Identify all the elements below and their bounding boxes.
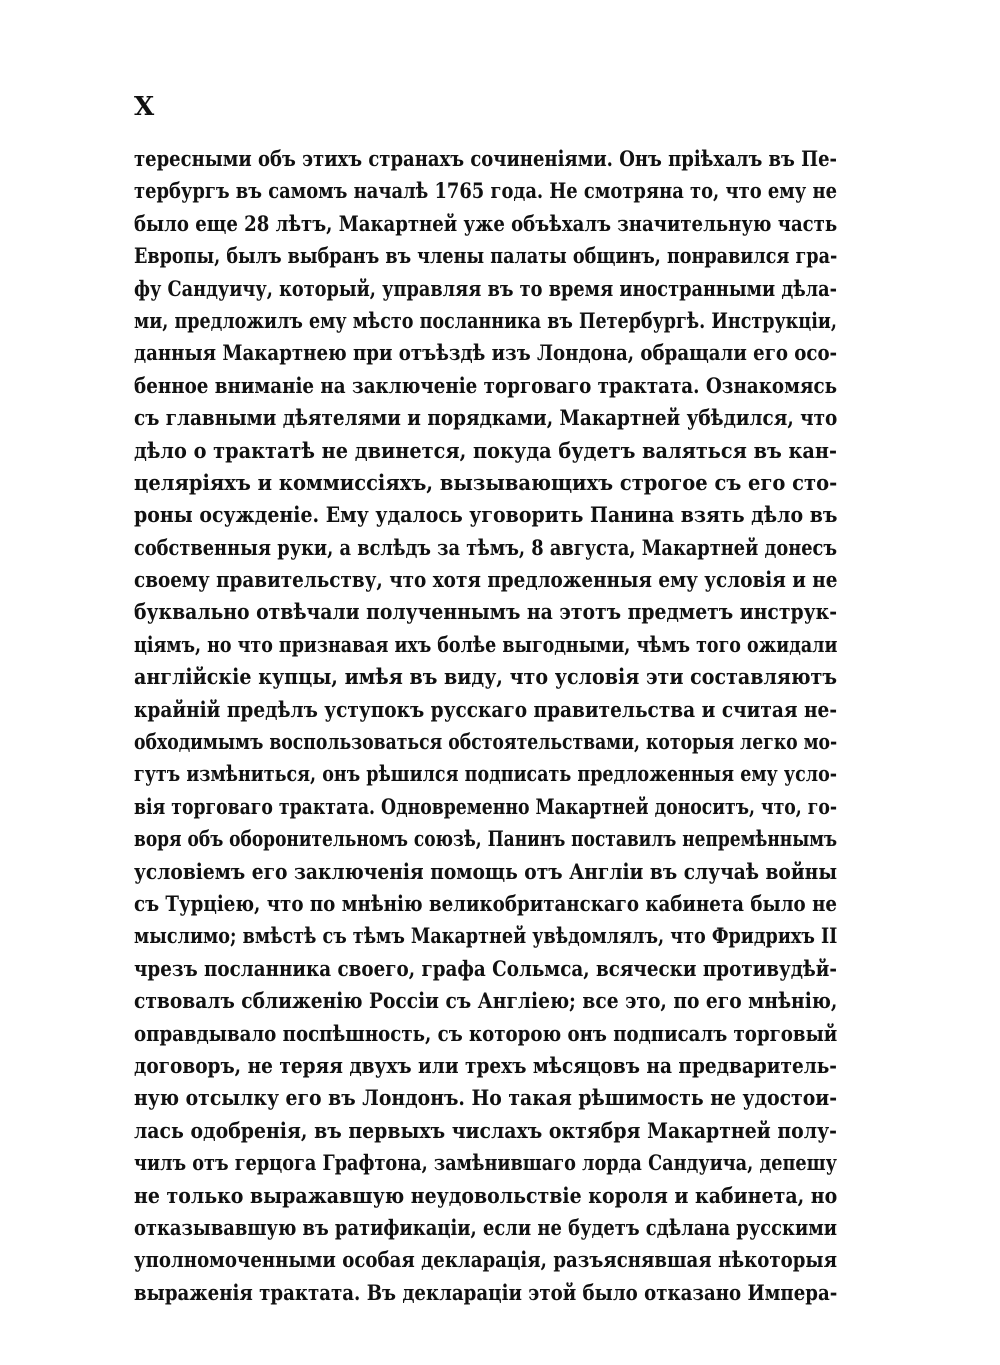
text-line: отказывавшую въ ратификаціи, если не будетъ сдѣлана русскими: [134, 1215, 838, 1241]
text-line: обходимымъ воспользоваться обстоятельствами, которыя легко мо-: [134, 730, 838, 756]
text-line: собственныя руки, а вслѣдъ за тѣмъ, 8 августа, Макартней донесъ: [134, 535, 837, 561]
text-line: чрезъ посланника своего, графа Сольмса, всячески противудѣй-: [134, 956, 837, 982]
text-line: тербургъ въ самомъ началѣ 1765 года. Не смотряна то, что ему не: [134, 179, 837, 205]
text-line: дѣло о трактатѣ не двинется, покуда будетъ валяться въ кан-: [134, 438, 837, 464]
text-line: съ главными дѣятелями и порядками, Макартней убѣдился, что: [134, 406, 838, 432]
text-line: буквально отвѣчали полученнымъ на этотъ предметъ инструк-: [134, 600, 837, 626]
text-line: тересными объ этихъ странахъ сочиненіями. Онъ пріѣхалъ въ Пе-: [134, 147, 837, 172]
text-line: фу Сандуичу, который, управляя въ то время иностранными дѣла-: [134, 276, 837, 302]
text-line: воря объ оборонительномъ союзѣ, Панинъ поставилъ непремѣннымъ: [134, 827, 838, 853]
text-line: Европы, былъ выбранъ въ члены палаты общинъ, понравился гра-: [134, 244, 838, 270]
text-line: выраженія трактата. Въ деклараціи этой было отказано Импера-: [134, 1280, 838, 1306]
text-line: вія торговаго трактата. Одновременно Макартней доноситъ, что, го-: [134, 794, 838, 820]
text-line: уполномоченными особая декларація, разъяснявшая нѣкоторыя: [134, 1248, 837, 1274]
text-line: не только выражавшую неудовольствіе короля и кабинета, но: [134, 1183, 838, 1209]
page-number: X: [134, 92, 156, 122]
text-line: чилъ отъ герцога Графтона, замѣнившаго лорда Сандуича, депешу: [134, 1151, 837, 1177]
text-line: ціямъ, но что признавая ихъ болѣе выгодными, чѣмъ того ожидали: [134, 632, 838, 658]
text-line: данныя Макартнею при отъѣздѣ изъ Лондона, обращали его осо-: [134, 341, 838, 367]
text-line: лась одобренія, въ первыхъ числахъ октября Макартней полу-: [134, 1118, 837, 1144]
text-line: крайній предѣлъ уступокъ русскаго правительства и считая не-: [134, 697, 838, 723]
text-line: англійскіе купцы, имѣя въ виду, что условія эти составляютъ: [134, 665, 837, 691]
text-line: ми, предложилъ ему мѣсто посланника въ Петербургѣ. Инструкціи,: [134, 308, 837, 334]
text-line: роны осужденіе. Ему удалось уговорить Панина взять дѣло въ: [134, 503, 838, 529]
text-line: мыслимо; вмѣстѣ съ тѣмъ Макартней увѣдомлялъ, что Фридрихъ II: [134, 924, 838, 950]
text-line: ствовалъ сближенію Россіи съ Англіею; все это, по его мнѣнію,: [134, 989, 838, 1015]
text-line: гутъ измѣниться, онъ рѣшился подписать предложенныя ему усло-: [134, 762, 837, 788]
text-line: съ Турціею, что по мнѣнію великобританскаго кабинета было не: [134, 891, 837, 917]
text-line: было еще 28 лѣтъ, Макартней уже объѣхалъ значительную часть: [134, 211, 838, 237]
text-line: ную отсылку его въ Лондонъ. Но такая рѣшимость не удостои-: [134, 1086, 837, 1112]
text-line: своему правительству, что хотя предложенныя ему условія и не: [134, 568, 838, 594]
body-text: [134, 144, 837, 1310]
text-line: оправдывало поспѣшность, съ которою онъ подписалъ торговый: [134, 1021, 838, 1047]
text-line: целяріяхъ и коммиссіяхъ, вызывающихъ строгое съ его сто-: [134, 470, 838, 496]
text-line: условіемъ его заключенія помощь отъ Англіи въ случаѣ войны: [134, 859, 837, 885]
text-line: договоръ, не теряя двухъ или трехъ мѣсяцовъ на предваритель-: [134, 1053, 837, 1079]
text-line: бенное вниманіе на заключеніе торговаго трактата. Ознакомясь: [134, 373, 837, 399]
